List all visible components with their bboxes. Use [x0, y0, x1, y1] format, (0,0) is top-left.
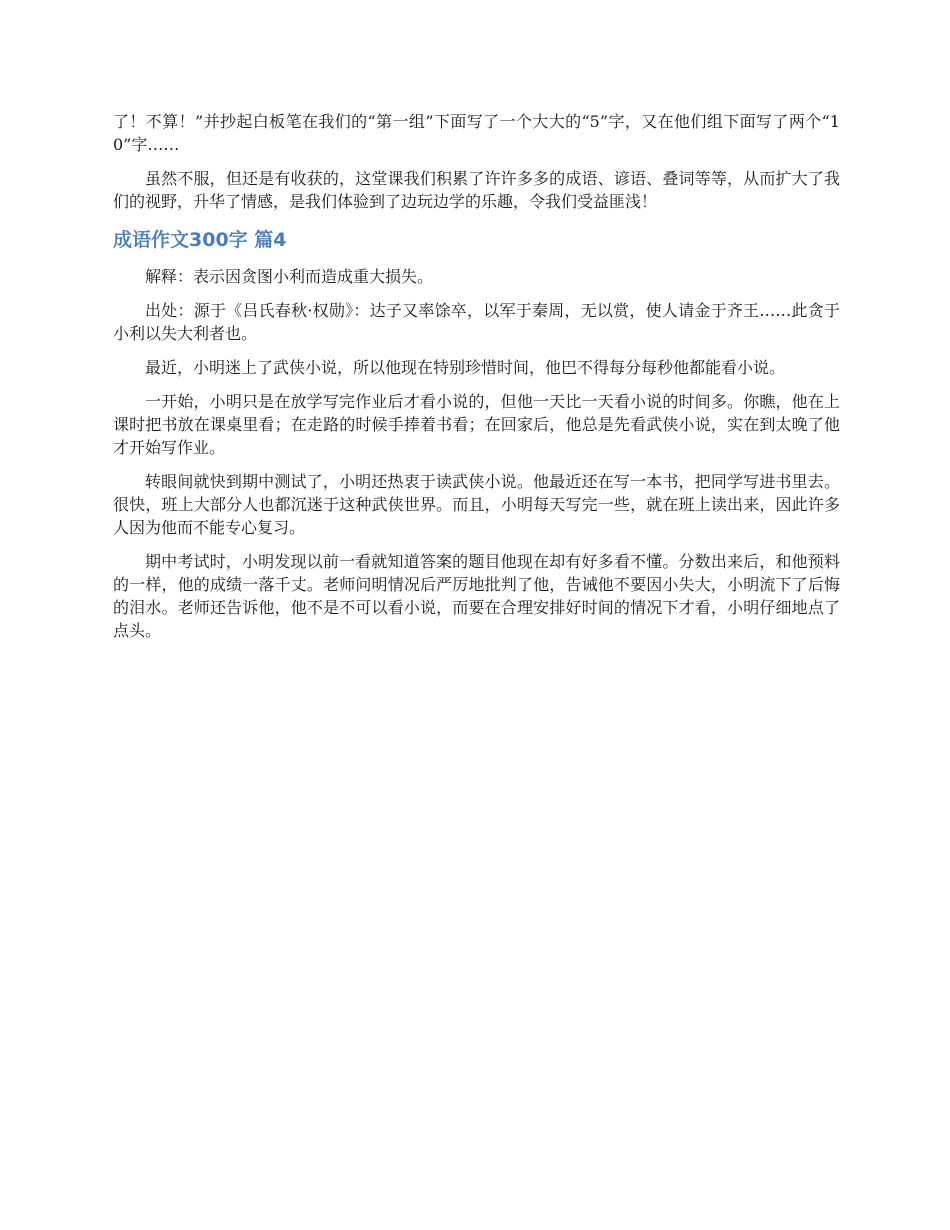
paragraph-story-4: 期中考试时，小明发现以前一看就知道答案的题目他现在却有好多看不懂。分数出来后，和他预料的一样，他的成绩一落千丈。老师问明情况后严厉地批判了他，告诫他不要因小失大，小明流下了后悔的泪水。老师还告诉他，他不是不可以看小说，而要在合理安排好时间的情况下才看，小明仔细地点了点头。: [113, 552, 840, 640]
paragraph-story-3: 转眼间就快到期中测试了，小明还热衷于读武侠小说。他最近还在写一本书，把同学写进书里去。很快，班上大部分人也都沉迷于这种武侠世界。而且，小明每天写完一些，就在班上读出来，因此许多人因为他而不能专心复习。: [113, 472, 840, 537]
document-page: [113, 110, 840, 653]
section-title: 成语作文300字 篇4: [113, 229, 287, 251]
paragraph-story-2: 一开始，小明只是在放学写完作业后才看小说的，但他一天比一天看小说的时间多。你瞧，他在上课时把书放在课桌里看；在走路的时候手捧着书看；在回家后，他总是先看武侠小说，实在到太晚了他才开始写作业。: [113, 392, 840, 457]
paragraph-source: 出处：源于《吕氏春秋·权勋》：达子又率馀卒，以军于秦周，无以赏，使人请金于齐王……此贪于小利以失大利者也。: [113, 301, 840, 343]
paragraph-explanation: 解释：表示因贪图小利而造成重大损失。: [145, 267, 434, 286]
paragraph-story-1: 最近，小明迷上了武侠小说，所以他现在特别珍惜时间，他巴不得每分每秒他都能看小说。: [145, 358, 786, 377]
paragraph-conclusion: 虽然不服，但还是有收获的，这堂课我们积累了许许多多的成语、谚语、叠词等等，从而扩大了我们的视野，升华了情感，是我们体验到了边玩边学的乐趣，令我们受益匪浅！: [113, 169, 840, 211]
paragraph-continuation: 了！不算！”并抄起白板笔在我们的“第一组”下面写了一个大大的“5”字，又在他们组下面写了两个“10”字……: [113, 112, 840, 154]
